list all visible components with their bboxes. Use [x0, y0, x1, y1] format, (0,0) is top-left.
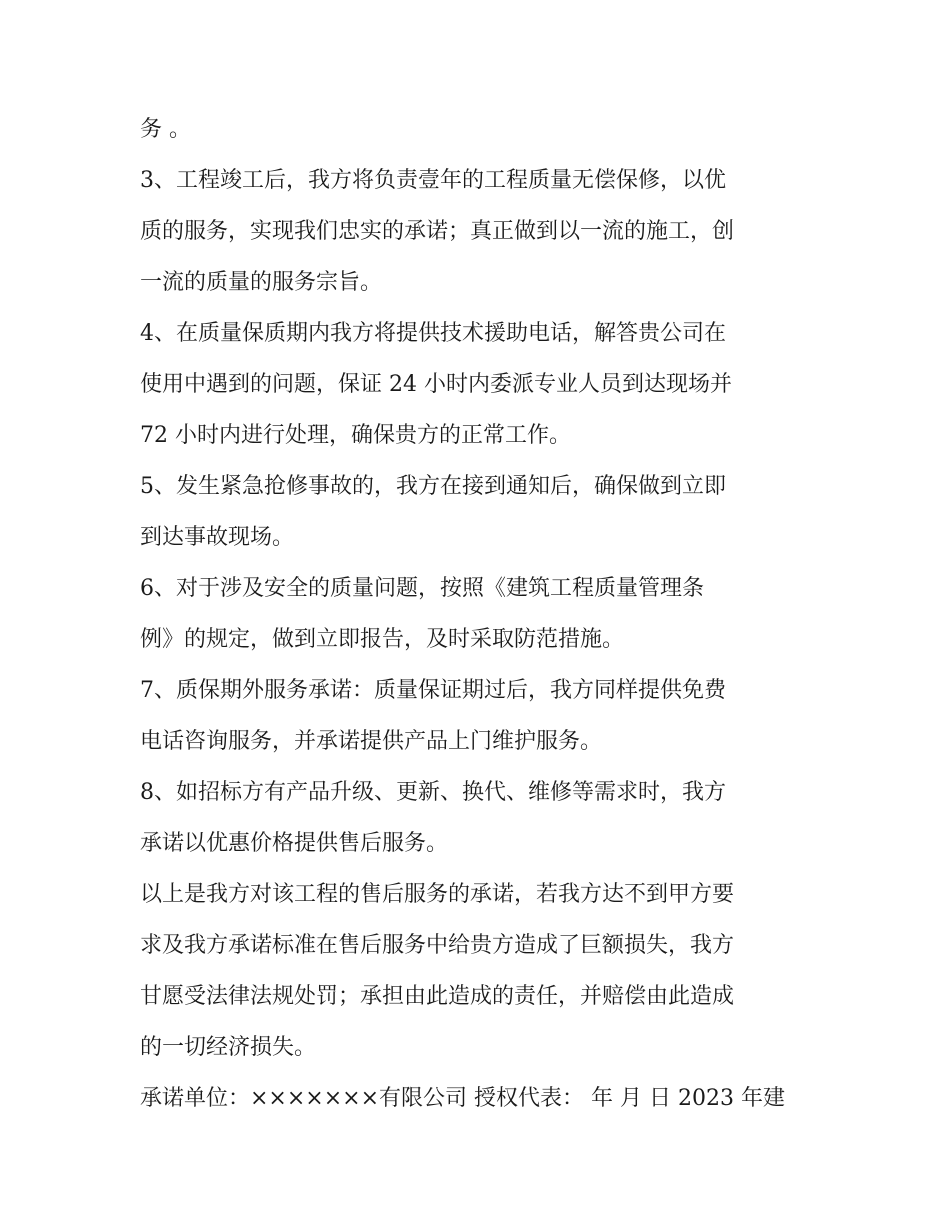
text-line: 甘愿受法律法规处罚；承担由此造成的责任，并赔偿由此造成 — [140, 984, 735, 1009]
signature-line: 承诺单位：×××××××有限公司 授权代表： 年 月 日 2023 年建 — [140, 1086, 785, 1111]
text-line: 72 小时内进行处理，确保贵方的正常工作。 — [140, 423, 571, 448]
text-line: 质的服务，实现我们忠实的承诺；真正做到以一流的施工，创 — [140, 219, 735, 244]
text-line: 承诺以优惠价格提供售后服务。 — [140, 831, 449, 856]
text-line: 7、质保期外服务承诺：质量保证期过后，我方同样提供免费 — [140, 678, 726, 703]
text-line: 一流的质量的服务宗旨。 — [140, 270, 383, 295]
text-line: 6、对于涉及安全的质量问题，按照《建筑工程质量管理条 — [140, 576, 704, 601]
text-line: 求及我方承诺标准在售后服务中给贵方造成了巨额损失，我方 — [140, 933, 735, 958]
text-line: 的一切经济损失。 — [140, 1035, 317, 1060]
text-line: 以上是我方对该工程的售后服务的承诺，若我方达不到甲方要 — [140, 882, 735, 907]
text-line: 8、如招标方有产品升级、更新、换代、维修等需求时，我方 — [140, 780, 726, 805]
text-line: 4、在质量保质期内我方将提供技术援助电话，解答贵公司在 — [140, 321, 726, 346]
text-line: 电话咨询服务，并承诺提供产品上门维护服务。 — [140, 729, 603, 754]
text-line: 使用中遇到的问题，保证 24 小时内委派专业人员到达现场并 — [140, 372, 732, 397]
text-line: 3、工程竣工后，我方将负责壹年的工程质量无偿保修，以优 — [140, 168, 726, 193]
text-line: 例》的规定，做到立即报告，及时采取防范措施。 — [140, 627, 625, 652]
text-line: 到达事故现场。 — [140, 525, 295, 550]
text-line: 5、发生紧急抢修事故的，我方在接到通知后，确保做到立即 — [140, 474, 726, 499]
document-body — [140, 104, 820, 1124]
text-line: 务 。 — [140, 117, 191, 142]
